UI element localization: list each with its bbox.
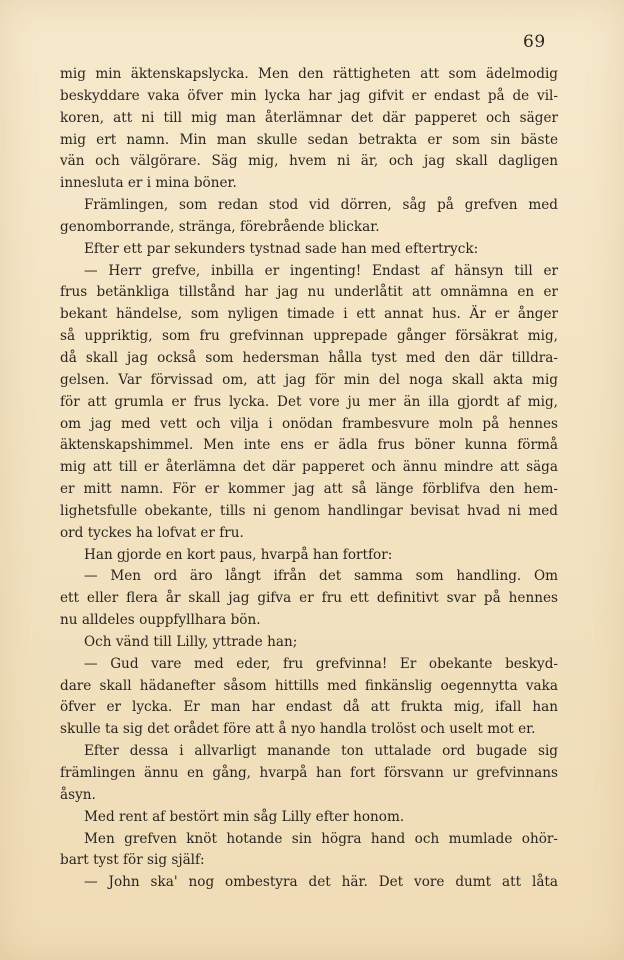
text-line: gelsen. Var förvissad om, att jag för min del noga skall akta mig <box>60 371 558 388</box>
body-text <box>60 64 558 894</box>
text-line: — Herr grefve, inbilla er ingenting! Endast af hänsyn till er <box>84 262 558 279</box>
text-line: så uppriktig, som fru grefvinnan upprepade gånger försäkrat mig, <box>60 328 558 345</box>
text-line: frus betänkliga tillstånd har jag nu underlåtit att omnämna en er <box>60 284 558 301</box>
text-line: Efter ett par sekunders tystnad sade han med eftertryck: <box>84 240 479 257</box>
text-line: öfver er lycka. Er man har endast då att frukta mig, ifall han <box>60 699 558 716</box>
text-line: om jag med vett och vilja i onödan frambesvure moln på hennes <box>60 415 558 432</box>
text-line: genomborrande, stränga, förebrående blickar. <box>60 218 380 235</box>
text-line: koren, att ni till mig man återlämnar det där papperet och säger <box>60 109 558 126</box>
text-line: då skall jag också som hedersman hålla tyst med den där tilldra- <box>60 349 558 366</box>
text-line: — Gud vare med eder, fru grefvinna! Er obekante beskyd- <box>84 655 558 672</box>
text-line: lighetsfulle obekante, tills ni genom handlingar bevisat hvad ni med <box>60 502 558 519</box>
text-line: mig min äktenskapslycka. Men den rättigheten att som ädelmodig <box>60 66 558 82</box>
text-line: dare skall hädanefter såsom hittills med finkänslig oegennytta vaka <box>60 677 558 694</box>
text-line: bekant händelse, som nyligen timade i ett annat hus. Är er ånger <box>60 306 558 323</box>
text-line: er mitt namn. För er kommer jag att så länge förblifva den hem- <box>60 481 558 498</box>
text-line: Och vänd till Lilly, yttrade han; <box>84 633 298 650</box>
text-line: vän och välgörare. Säg mig, hvem ni är, och jag skall dagligen <box>60 153 558 170</box>
text-line: innesluta er i mina böner. <box>60 175 237 192</box>
text-line: bart tyst för sig själf: <box>60 852 205 869</box>
text-line: nu alldeles ouppfyllhara bön. <box>60 612 261 629</box>
text-line: mig ert namn. Min man skulle sedan betrakta er som sin bäste <box>60 131 558 148</box>
page-number: 69 <box>523 32 546 52</box>
text-line: — Men ord äro långt ifrån det samma som handling. Om <box>84 568 558 585</box>
text-line: beskyddare vaka öfver min lycka har jag gifvit er endast på de vil- <box>60 87 558 104</box>
text-line: Med rent af bestört min såg Lilly efter honom. <box>84 808 405 825</box>
text-line: — John ska' nog ombestyra det här. Det vore dumt att låta <box>84 874 558 891</box>
text-line: äktenskapshimmel. Men inte ens er ädla frus böner kunna förmå <box>60 437 558 454</box>
text-line: Han gjorde en kort paus, hvarpå han fortfor: <box>84 546 393 563</box>
text-line: för att grumla er frus lycka. Det vore ju mer än illa gjordt af mig, <box>60 393 558 410</box>
text-line: främlingen ännu en gång, hvarpå han fort försvann ur grefvinnans <box>60 765 558 781</box>
text-line: Främlingen, som redan stod vid dörren, såg på grefven med <box>84 197 558 214</box>
text-line: skulle ta sig det orådet före att å nyo handla trolöst och uselt mot er. <box>60 721 536 738</box>
text-line: ord tyckes ha lofvat er fru. <box>60 524 244 541</box>
text-line: mig att till er återlämna det där papperet och ännu mindre att säga <box>60 459 558 476</box>
text-line: Men grefven knöt hotande sin högra hand och mumlade ohör- <box>84 830 558 847</box>
text-line: Efter dessa i allvarligt manande ton uttalade ord bugade sig <box>84 743 558 760</box>
text-line: åsyn. <box>60 786 96 803</box>
text-line: ett eller flera år skall jag gifva er fru ett definitivt svar på hennes <box>60 590 558 607</box>
